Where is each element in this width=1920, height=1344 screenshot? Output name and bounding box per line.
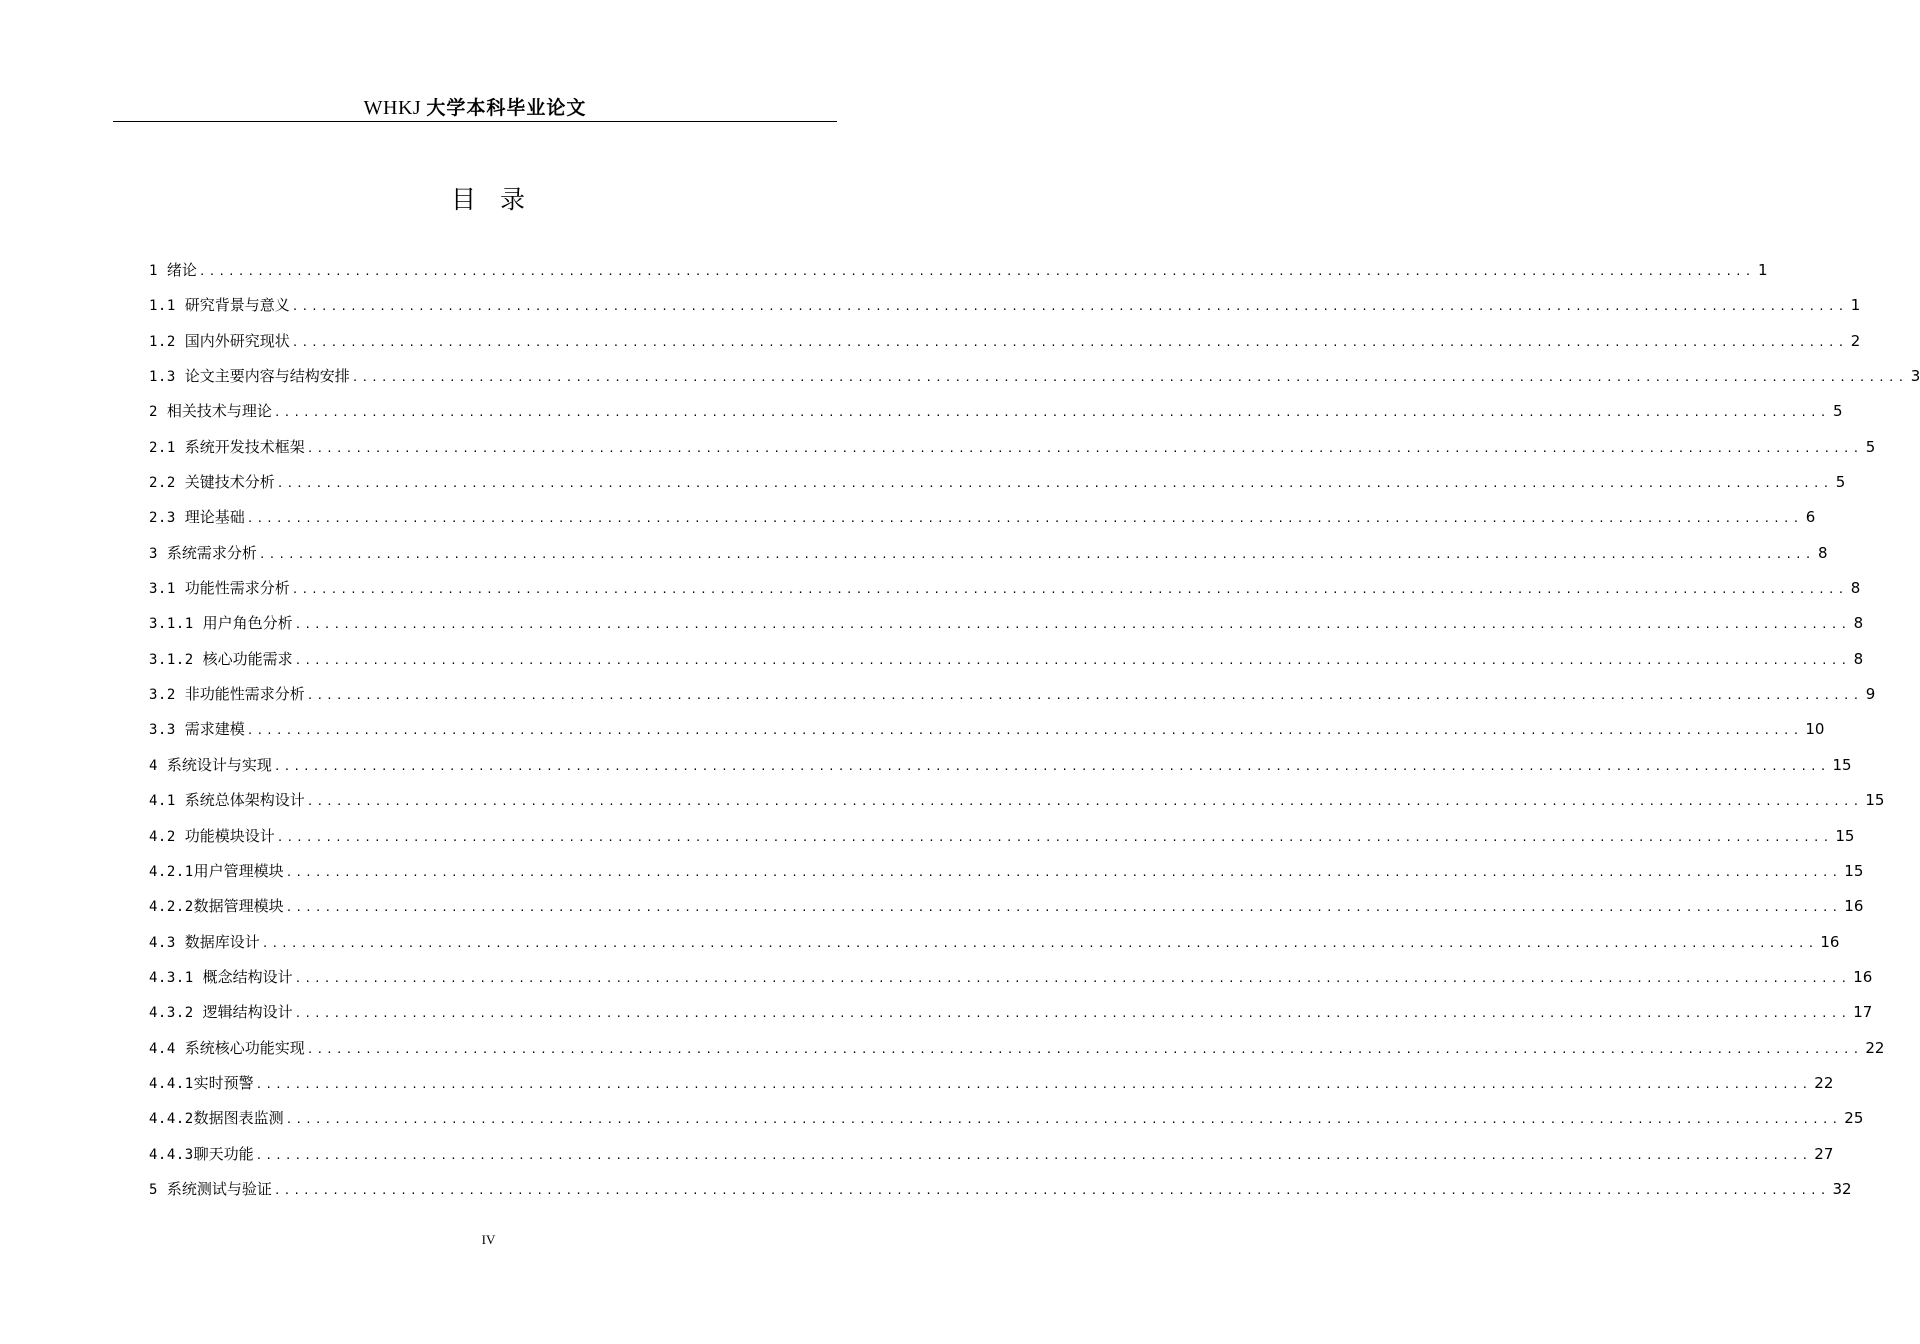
toc-dot-leader: ................................................................................................................................................................ [306,795,1863,809]
toc-entry-page: 16 [1844,897,1864,916]
toc-entry[interactable] [149,505,1816,540]
toc-dot-leader: ................................................................................................................................................................ [285,865,1842,879]
toc-entry-number: 3.3 [149,722,185,739]
toc-entry-number: 1 [149,263,167,279]
toc-entry[interactable] [149,717,1825,752]
toc-entry-number: 3.2 [149,687,185,704]
toc-dot-leader: ................................................................................................................................................................ [294,971,1851,985]
toc-dot-leader: ................................................................................................................................................................ [306,689,1863,703]
toc-entry-page: 10 [1805,720,1825,739]
toc-entry-title: 核心功能需求 [202,649,293,668]
toc-entry-page: 22 [1814,1073,1834,1092]
toc-entry-title: 系统测试与验证 [166,1179,272,1198]
toc-dot-leader: ................................................................................................................................................................ [291,300,1848,314]
page-number: IV [481,1232,496,1247]
toc-entry[interactable] [149,753,1852,788]
toc-entry[interactable] [149,611,1864,646]
toc-entry-number: 1.3 [149,369,185,386]
toc-entry-page: 15 [1865,791,1885,810]
toc-dot-leader: ................................................................................................................................................................ [276,477,1833,491]
toc-entry[interactable] [149,293,1861,328]
toc-entry-page: 22 [1865,1038,1885,1057]
toc-entry[interactable] [149,1036,1885,1071]
toc-entry-page: 8 [1850,579,1861,598]
toc-entry[interactable] [149,647,1864,682]
toc-entry-page: 32 [1832,1179,1852,1198]
toc-entry-number: 4.2.2 [149,899,194,916]
toc-entry[interactable] [149,1177,1852,1212]
toc-dot-leader: ................................................................................................................................................................ [258,547,1815,561]
toc-dot-leader: ................................................................................................................................................................ [285,1113,1842,1127]
toc-entry[interactable] [149,258,1768,293]
toc-entry-page: 15 [1844,861,1864,880]
toc-entry[interactable] [149,470,1846,505]
toc-dot-leader: ................................................................................................................................................................ [276,830,1833,844]
toc-entry-page: 15 [1832,755,1852,774]
toc-entry[interactable] [149,682,1876,717]
toc-entry-title: 非功能性需求分析 [184,685,305,704]
toc-entry-title: 用户角色分析 [202,614,293,633]
toc-entry-number: 4.3.2 [149,1005,203,1022]
toc-entry-title: 相关技术与理论 [166,402,272,421]
toc-entry-title: 系统开发技术框架 [184,437,305,456]
toc-entry-page: 3 [1910,367,1920,386]
toc-entry-title: 功能性需求分析 [184,579,290,598]
toc-entry[interactable] [149,824,1855,859]
toc-entry-title: 系统总体架构设计 [184,791,305,810]
toc-entry[interactable] [149,1142,1834,1177]
toc-entry[interactable] [149,965,1873,1000]
toc-entry-number: 4.4.2 [149,1111,194,1128]
toc-entry-number: 2 [149,404,167,421]
toc-entry-title: 实时预警 [193,1073,254,1092]
toc-entry-number: 2.2 [149,475,185,492]
toc-entry-page: 2 [1850,331,1861,350]
toc-entry-page: 27 [1814,1144,1834,1163]
toc-entry-page: 17 [1853,1003,1873,1022]
toc-dot-leader: ................................................................................................................................................................ [273,759,1830,773]
toc-entry[interactable] [149,329,1861,364]
toc-dot-leader: ................................................................................................................................................................ [351,371,1908,385]
toc-entry-title: 系统设计与实现 [166,755,272,774]
toc-entry[interactable] [149,399,1843,434]
toc-dot-leader: ................................................................................................................................................................ [294,618,1851,632]
toc-entry-number: 4.4.3 [149,1146,194,1163]
toc-entry[interactable] [149,788,1885,823]
toc-entry-page: 9 [1865,685,1876,704]
toc-entry-page: 1 [1757,261,1768,279]
toc-entry-number: 4.2 [149,828,185,845]
toc-entry-page: 5 [1835,473,1846,492]
toc-entry-title: 绪论 [166,261,197,279]
toc-dot-leader: ................................................................................................................................................................ [291,335,1848,349]
toc-entry-title: 研究背景与意义 [184,296,290,315]
toc-entry-title: 功能模块设计 [184,826,275,845]
toc-entry[interactable] [149,435,1876,470]
toc-entry-title: 数据管理模块 [193,897,284,916]
toc-entry-page: 6 [1805,508,1816,527]
toc-entry-number: 3.1.1 [149,616,203,633]
toc-entry[interactable] [149,576,1861,611]
toc-entry-number: 4.4 [149,1040,185,1057]
toc-entry-page: 8 [1853,649,1864,668]
toc-entry-title: 系统核心功能实现 [184,1038,305,1057]
toc-entry-title: 关键技术分析 [184,473,275,492]
toc-entry-title: 需求建模 [184,720,245,739]
toc-entry-page: 16 [1853,967,1873,986]
toc-entry-page: 16 [1820,932,1840,951]
toc-entry-title: 系统需求分析 [166,543,257,562]
toc-entry-number: 1.1 [149,298,185,315]
toc-dot-leader: ................................................................................................................................................................ [294,1007,1851,1021]
toc-entry[interactable] [149,1000,1873,1035]
toc-dot-leader: ................................................................................................................................................................ [261,936,1818,950]
toc-dot-leader: ................................................................................................................................................................ [285,901,1842,915]
toc-entry[interactable] [149,1106,1864,1141]
toc-entry-title: 聊天功能 [193,1144,254,1163]
header-university-code: WHKJ [363,97,422,119]
toc-entry-title: 数据图表监测 [193,1109,284,1128]
toc-entry-title: 国内外研究现状 [184,331,290,350]
toc-entry-title: 数据库设计 [184,932,260,951]
page-header [113,93,837,122]
toc-entry-number: 2.1 [149,439,185,456]
toc-dot-leader: ................................................................................................................................................................ [198,265,1755,278]
toc-entry-page: 1 [1850,296,1861,315]
toc-entry[interactable] [149,1071,1834,1106]
toc-entry-number: 4.3.1 [149,969,203,986]
toc-entry-page: 8 [1817,543,1828,562]
toc-dot-leader: ................................................................................................................................................................ [246,512,1803,526]
toc-entry[interactable] [149,541,1828,576]
toc-entry[interactable] [149,364,1920,399]
toc-entry-number: 1.2 [149,333,185,350]
toc-dot-leader: ................................................................................................................................................................ [306,1042,1863,1056]
toc-entry-page: 8 [1853,614,1864,633]
toc-entry-title: 概念结构设计 [202,967,293,986]
toc-entry[interactable] [149,930,1840,965]
table-of-contents [149,258,1920,1212]
toc-entry-number: 4.4.1 [149,1075,194,1092]
toc-dot-leader: ................................................................................................................................................................ [255,1077,1812,1091]
toc-entry-number: 4.2.1 [149,863,194,880]
toc-dot-leader: ................................................................................................................................................................ [273,1183,1830,1197]
header-title: 大学本科毕业论文 [426,97,587,119]
toc-dot-leader: ................................................................................................................................................................ [306,441,1863,455]
toc-entry[interactable] [149,894,1864,929]
toc-entry-title: 用户管理模块 [193,861,284,880]
toc-entry-number: 5 [149,1181,167,1198]
toc-entry-page: 25 [1844,1109,1864,1128]
toc-entry-number: 4.3 [149,934,185,951]
toc-entry-title: 逻辑结构设计 [202,1003,293,1022]
toc-dot-leader: ................................................................................................................................................................ [255,1148,1812,1162]
toc-entry-title: 论文主要内容与结构安排 [184,367,350,386]
toc-dot-leader: ................................................................................................................................................................ [291,583,1848,597]
toc-entry-number: 3.1.2 [149,651,203,668]
toc-entry-number: 2.3 [149,510,185,527]
toc-heading: 目录 [450,185,549,214]
toc-entry-page: 5 [1832,402,1843,421]
toc-entry-page: 5 [1865,437,1876,456]
toc-dot-leader: ................................................................................................................................................................ [294,653,1851,667]
toc-entry-page: 15 [1835,826,1855,845]
toc-entry-number: 3.1 [149,581,185,598]
toc-entry-number: 4 [149,757,167,774]
toc-dot-leader: ................................................................................................................................................................ [273,406,1830,420]
toc-entry-number: 3 [149,545,167,562]
toc-entry-title: 理论基础 [184,508,245,527]
toc-entry[interactable] [149,859,1864,894]
toc-entry-number: 4.1 [149,793,185,810]
toc-dot-leader: ................................................................................................................................................................ [246,724,1803,738]
